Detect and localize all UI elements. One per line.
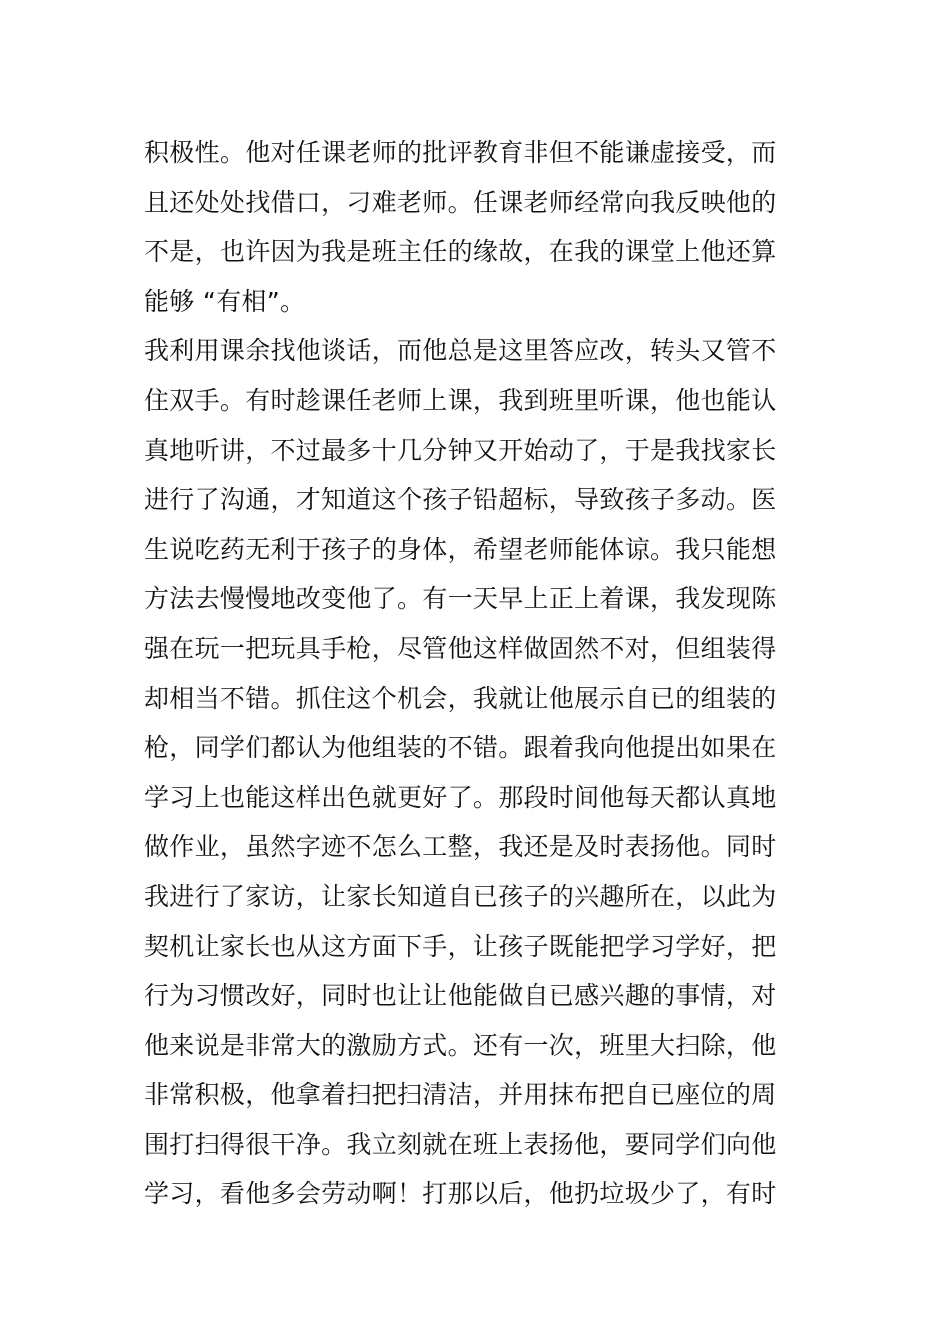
text-line: 他来说是非常大的激励方式。还有一次，班里大扫除，他 <box>144 1030 777 1060</box>
text-line: 枪，同学们都认为他组装的不错。跟着我向他提出如果在 <box>144 733 777 763</box>
text-line: 却相当不错。抓住这个机会，我就让他展示自已的组装的 <box>144 683 777 713</box>
body-text <box>144 128 808 1219</box>
text-line: 方法去慢慢地改变他了。有一天早上正上着课，我发现陈 <box>144 584 777 614</box>
text-line: 非常积极，他拿着扫把扫清洁，并用抹布把自已座位的周 <box>144 1080 777 1110</box>
text-line: 强在玩一把玩具手枪，尽管他这样做固然不对，但组装得 <box>144 633 777 663</box>
text-line: 且还处处找借口，刁难老师。任课老师经常向我反映他的 <box>144 187 777 217</box>
text-line: 做作业，虽然字迹不怎么工整，我还是及时表扬他。同时 <box>144 832 777 862</box>
text-line: 积极性。他对任课老师的批评教育非但不能谦虚接受，而 <box>144 138 777 167</box>
text-line: 契机让家长也从这方面下手，让孩子既能把学习学好，把 <box>144 931 777 961</box>
text-line: 我进行了家访，让家长知道自已孩子的兴趣所在，以此为 <box>144 881 777 911</box>
text-line: 学习上也能这样出色就更好了。那段时间他每天都认真地 <box>144 782 777 812</box>
text-line: 进行了沟通，才知道这个孩子铅超标，导致孩子多动。医 <box>144 485 777 515</box>
text-line: 行为习惯改好，同时也让让他能做自已感兴趣的事情，对 <box>144 981 777 1011</box>
text-line: 真地听讲，不过最多十几分钟又开始动了，于是我找家长 <box>144 435 777 465</box>
text-line: 围打扫得很干净。我立刻就在班上表扬他，要同学们向他 <box>144 1129 777 1159</box>
text-line: 能够 “有相”。 <box>144 286 306 316</box>
text-line: 我利用课余找他谈话，而他总是这里答应改，转头又管不 <box>144 336 777 366</box>
text-line: 学习，看他多会劳动啊！打那以后，他扔垃圾少了，有时 <box>144 1179 777 1209</box>
text-line: 生说吃药无利于孩子的身体，希望老师能体谅。我只能想 <box>144 534 777 564</box>
text-line: 住双手。有时趁课任老师上课，我到班里听课，他也能认 <box>144 385 777 415</box>
text-line: 不是，也许因为我是班主任的缘故，在我的课堂上他还算 <box>144 237 777 267</box>
